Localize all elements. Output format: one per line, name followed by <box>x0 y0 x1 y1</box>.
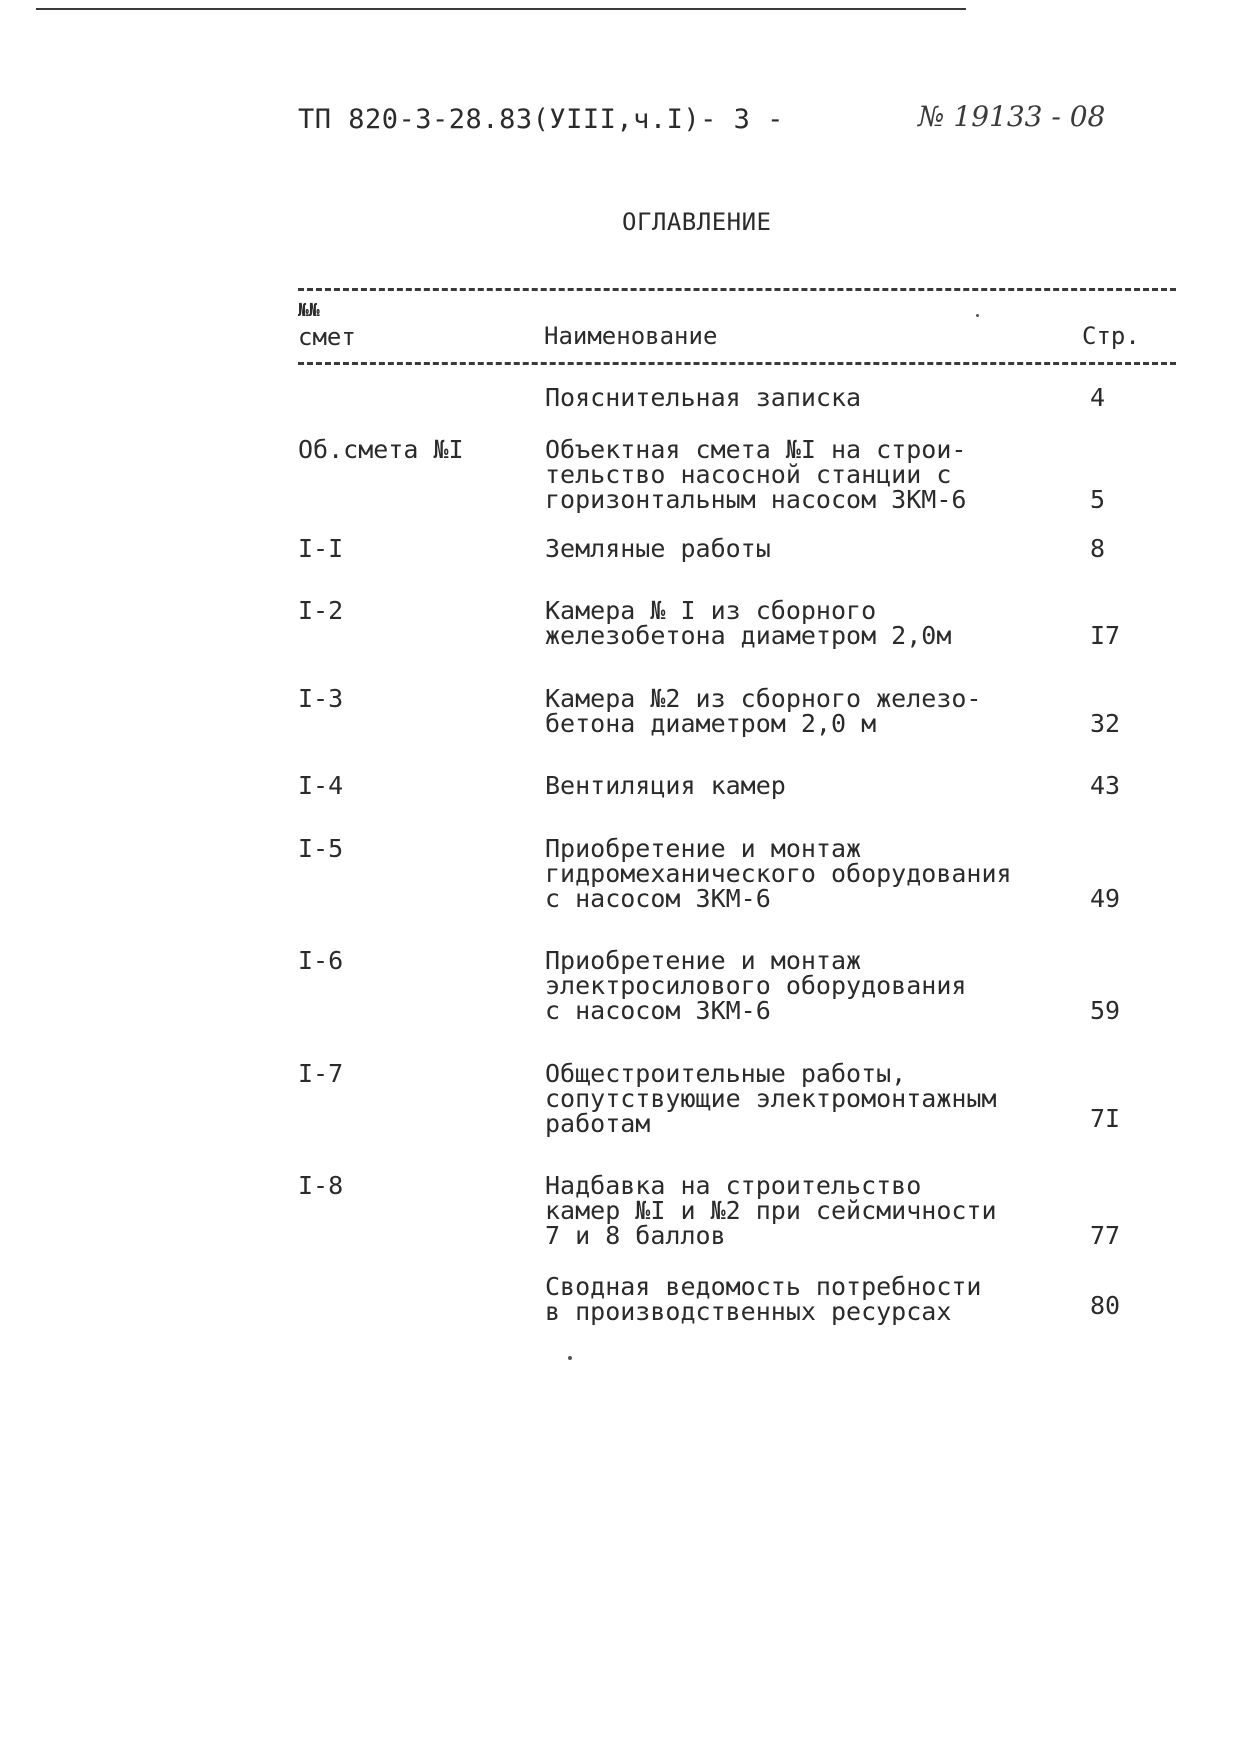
column-header-name: Наименование <box>544 322 718 350</box>
row-code: I-5 <box>298 834 344 863</box>
top-border-line <box>36 8 966 10</box>
row-name-line: электросилового оборудования <box>545 971 967 1000</box>
row-code: I-4 <box>298 771 344 800</box>
scan-speck <box>976 314 979 317</box>
row-name <box>545 1274 1045 1324</box>
row-name <box>545 686 1045 736</box>
row-name-line: Приобретение и монтаж <box>545 834 862 863</box>
row-name-line: в производственных ресурсах <box>545 1297 952 1326</box>
row-name-line: Земляные работы <box>545 534 771 563</box>
column-header-page: Стр. <box>1082 322 1140 350</box>
row-page: 49 <box>1090 884 1121 913</box>
row-name <box>545 1173 1045 1248</box>
document-number: № 19133 - 08 <box>918 100 1106 133</box>
row-name-line: с насосом ЗКМ-6 <box>545 996 771 1025</box>
row-name-line: Надбавка на строительство <box>545 1171 922 1200</box>
row-name <box>545 1061 1045 1136</box>
row-name-line: Камера № I из сборного <box>545 596 877 625</box>
row-page: 7I <box>1090 1104 1121 1133</box>
row-name-line: Вентиляция камер <box>545 771 786 800</box>
row-name-line: сопутствующие электромонтажным <box>545 1084 997 1113</box>
row-name <box>545 598 1045 648</box>
row-page: 43 <box>1090 771 1121 800</box>
row-code: I-8 <box>298 1171 344 1200</box>
row-code: Об.смета №I <box>298 435 464 464</box>
row-name-line: камер №I и №2 при сейсмичности <box>545 1196 997 1225</box>
row-name-line: Объектная смета №I на строи- <box>545 435 967 464</box>
row-name-line: Камера №2 из сборного железо- <box>545 684 982 713</box>
row-code: I-2 <box>298 596 344 625</box>
column-header-smet: смет <box>298 323 356 351</box>
scan-speck <box>568 1356 572 1360</box>
row-name-line: Общестроительные работы, <box>545 1059 907 1088</box>
row-name <box>545 437 1045 512</box>
row-name-line: Приобретение и монтаж <box>545 946 862 975</box>
page-title: ОГЛАВЛЕНИЕ <box>622 208 772 236</box>
row-page: 80 <box>1090 1291 1121 1320</box>
row-name-line: бетона диаметром 2,0 м <box>545 709 877 738</box>
column-header-number-sign: №№ <box>298 300 320 321</box>
row-page: 32 <box>1090 709 1121 738</box>
row-name-line: 7 и 8 баллов <box>545 1221 726 1250</box>
row-page: 77 <box>1090 1221 1121 1250</box>
row-name-line: работам <box>545 1109 651 1138</box>
document-code: ТП 820-3-28.83(УIII,ч.I)- 3 - <box>298 104 784 135</box>
table-header-dashed-rule <box>298 362 1176 365</box>
row-page: 59 <box>1090 996 1121 1025</box>
row-name-line: гидромеханического оборудования <box>545 859 1012 888</box>
row-name-line: горизонтальным насосом ЗКМ-6 <box>545 485 967 514</box>
row-page: 4 <box>1090 383 1106 412</box>
row-name <box>545 948 1045 1023</box>
row-page: 5 <box>1090 485 1106 514</box>
row-name <box>545 385 1045 410</box>
row-code: I-7 <box>298 1059 344 1088</box>
row-name-line: железобетона диаметром 2,0м <box>545 621 952 650</box>
row-name <box>545 836 1045 911</box>
row-page: 8 <box>1090 534 1106 563</box>
table-top-dashed-rule <box>298 288 1176 291</box>
row-name-line: тельство насосной станции с <box>545 460 952 489</box>
row-name <box>545 536 1045 561</box>
row-code: I-3 <box>298 684 344 713</box>
row-name-line: с насосом ЗКМ-6 <box>545 884 771 913</box>
row-name-line: Пояснительная записка <box>545 383 862 412</box>
row-page: I7 <box>1090 621 1121 650</box>
row-code: I-6 <box>298 946 344 975</box>
row-name <box>545 773 1045 798</box>
row-name-line: Сводная ведомость потребности <box>545 1272 982 1301</box>
row-code: I-I <box>298 534 344 563</box>
